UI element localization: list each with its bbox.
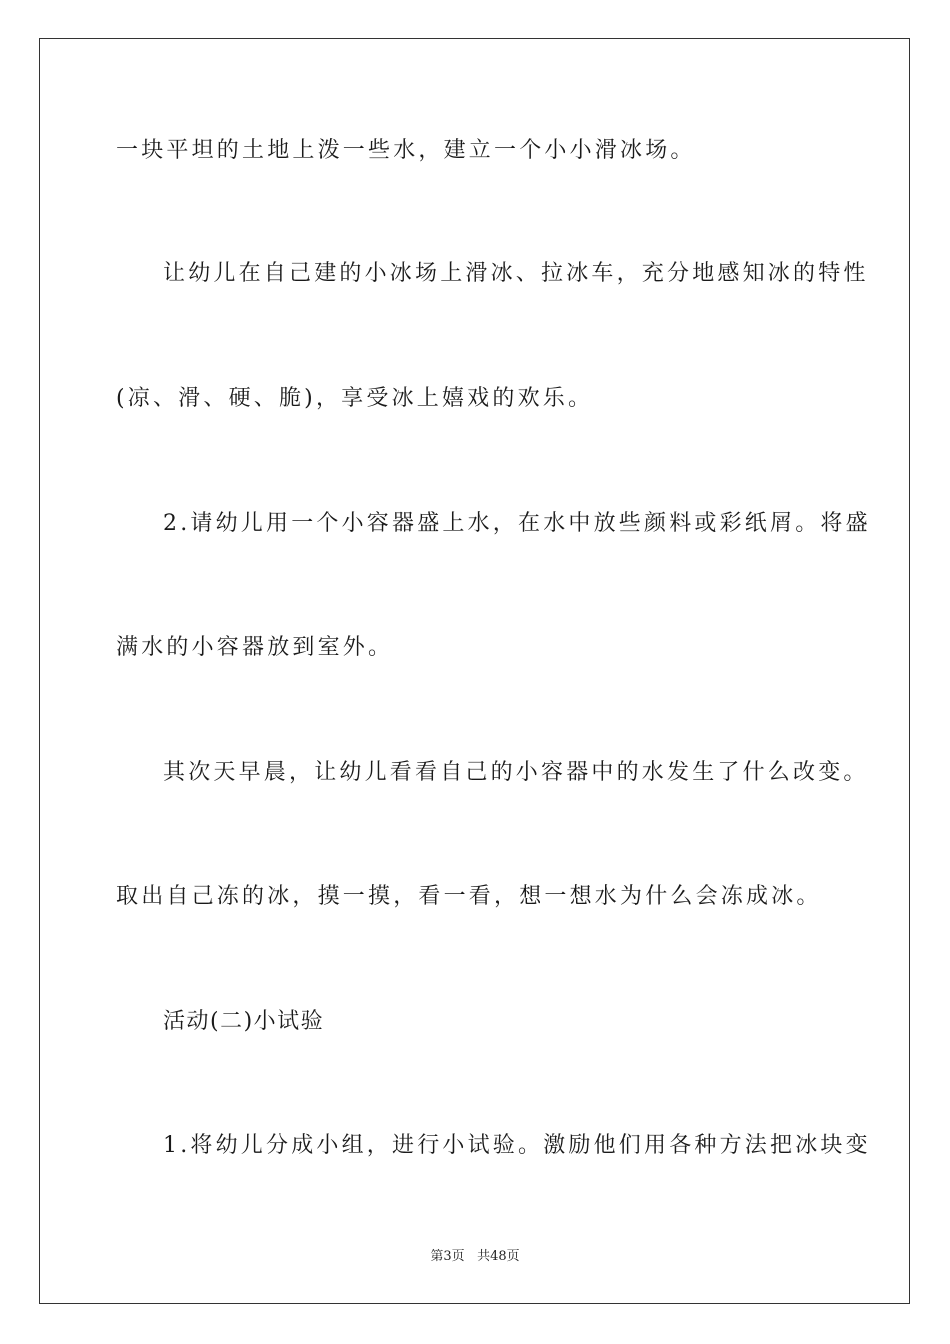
paragraph-line: 其次天早晨，让幼儿看看自己的小容器中的水发生了什么改变。 [163,760,869,785]
paragraph-line: 让幼儿在自己建的小冰场上滑冰、拉冰车，充分地感知冰的特性 [163,261,869,286]
page-number: 第3页 [430,1249,465,1264]
body-text-line: 一块平坦的土地上泼一些水，建立一个小小滑冰场。 [116,138,696,163]
page-border [39,38,910,1304]
body-text-line: 取出自己冻的冰，摸一摸，看一看，想一想水为什么会冻成冰。 [116,884,822,909]
page-footer [0,1245,950,1264]
body-text-line: 满水的小容器放到室外。 [116,635,394,660]
section-heading: 活动(二)小试验 [163,1009,325,1034]
paragraph-line: 2.请幼儿用一个小容器盛上水，在水中放些颜料或彩纸屑。将盛 [163,511,871,536]
body-text-line: (凉、滑、硬、脆)，享受冰上嬉戏的欢乐。 [116,386,594,411]
paragraph-line: 1.将幼儿分成小组，进行小试验。激励他们用各种方法把冰块变 [163,1133,871,1158]
page-total: 共48页 [477,1249,520,1264]
